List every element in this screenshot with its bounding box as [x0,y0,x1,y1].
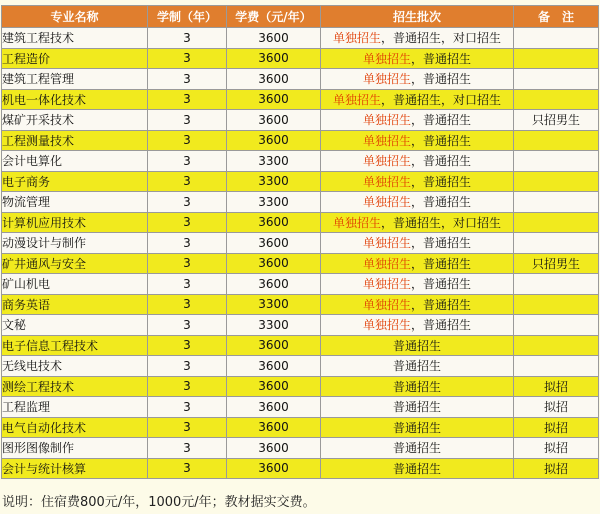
batch-cell [321,417,514,438]
admission-batches-text: ，普通招生 [411,51,472,66]
admission-batches-text: 普通招生 [392,338,441,353]
batch-cell [321,458,514,479]
admission-batches-text: 普通招生 [392,441,441,456]
duration-cell: 3 [148,376,227,397]
header-tuition: 学费（元/年） [227,6,321,28]
table-row [2,356,599,377]
major-name: 计算机应用技术 [2,212,148,233]
table-row [2,89,599,110]
independent-admission-label: 单独招生 [362,174,411,189]
independent-admission-label: 单独招生 [332,215,381,230]
header-row [2,6,599,28]
note-cell [514,335,599,356]
tuition-cell: 3600 [227,417,321,438]
batch-cell [321,212,514,233]
table-row [2,274,599,295]
tuition-cell: 3600 [227,438,321,459]
note-cell [514,130,599,151]
footer-note: 说明：住宿费800元/年，1000元/年；教材据实交费。 [2,495,316,510]
independent-admission-label: 单独招生 [332,31,381,46]
table-row [2,397,599,418]
independent-admission-label: 单独招生 [362,297,411,312]
major-name: 动漫设计与制作 [2,233,148,254]
admission-batches-text: ，普通招生 [411,113,472,128]
note-cell [514,233,599,254]
tuition-cell: 3300 [227,192,321,213]
major-name: 煤矿开采技术 [2,110,148,131]
note-cell [514,89,599,110]
batch-cell [321,294,514,315]
note-cell [514,356,599,377]
tuition-cell: 3600 [227,110,321,131]
batch-cell [321,274,514,295]
duration-cell: 3 [148,335,227,356]
duration-cell: 3 [148,438,227,459]
major-name: 矿山机电 [2,274,148,295]
duration-cell: 3 [148,28,227,49]
independent-admission-label: 单独招生 [362,51,411,66]
note-cell [514,28,599,49]
admission-batches-text: 普通招生 [392,359,441,374]
note-cell: 只招男生 [514,253,599,274]
tuition-cell: 3600 [227,48,321,69]
batch-cell [321,130,514,151]
table-row [2,458,599,479]
note-cell [514,212,599,233]
duration-cell: 3 [148,315,227,336]
note-cell [514,192,599,213]
duration-cell: 3 [148,151,227,172]
table-row [2,151,599,172]
admission-batches-text: ，普通招生 [411,72,472,87]
duration-cell: 3 [148,233,227,254]
admission-batches-text: ，普通招生 [411,174,472,189]
independent-admission-label: 单独招生 [362,154,411,169]
header-major: 专业名称 [2,6,148,28]
admission-batches-text: ，普通招生，对口招生 [381,31,502,46]
table-row [2,48,599,69]
duration-cell: 3 [148,356,227,377]
batch-cell [321,171,514,192]
independent-admission-label: 单独招生 [362,113,411,128]
major-name: 电子商务 [2,171,148,192]
batch-cell [321,356,514,377]
note-cell [514,171,599,192]
header-duration: 学制（年） [148,6,227,28]
tuition-cell: 3600 [227,130,321,151]
table-row [2,28,599,49]
duration-cell: 3 [148,48,227,69]
duration-cell: 3 [148,110,227,131]
tuition-cell: 3600 [227,212,321,233]
table-row [2,192,599,213]
table-row [2,130,599,151]
major-name: 文秘 [2,315,148,336]
note-cell: 拟招 [514,438,599,459]
tuition-cell: 3600 [227,335,321,356]
table-row [2,438,599,459]
table-row [2,376,599,397]
table-row [2,253,599,274]
table-row [2,294,599,315]
major-name: 商务英语 [2,294,148,315]
independent-admission-label: 单独招生 [362,236,411,251]
admission-batches-text: ，普通招生 [411,154,472,169]
major-name: 会计与统计核算 [2,458,148,479]
tuition-cell: 3300 [227,171,321,192]
batch-cell [321,89,514,110]
independent-admission-label: 单独招生 [362,318,411,333]
major-name: 矿井通风与安全 [2,253,148,274]
admission-batches-text: ，普通招生 [411,236,472,251]
note-cell: 拟招 [514,417,599,438]
note-cell [514,151,599,172]
tuition-cell: 3600 [227,397,321,418]
major-name: 建筑工程管理 [2,69,148,90]
batch-cell [321,335,514,356]
admission-batches-text: 普通招生 [392,400,441,415]
note-cell: 拟招 [514,376,599,397]
major-name: 机电一体化技术 [2,89,148,110]
independent-admission-label: 单独招生 [362,195,411,210]
note-cell [514,69,599,90]
batch-cell [321,315,514,336]
independent-admission-label: 单独招生 [362,277,411,292]
table-row [2,315,599,336]
major-name: 无线电技术 [2,356,148,377]
independent-admission-label: 单独招生 [362,72,411,87]
admission-batches-text: 普通招生 [392,420,441,435]
tuition-cell: 3600 [227,376,321,397]
table-row [2,233,599,254]
batch-cell [321,253,514,274]
batch-cell [321,376,514,397]
note-cell: 拟招 [514,397,599,418]
table-row [2,171,599,192]
duration-cell: 3 [148,89,227,110]
major-name: 工程监理 [2,397,148,418]
independent-admission-label: 单独招生 [332,92,381,107]
batch-cell [321,151,514,172]
batch-cell [321,69,514,90]
major-name: 工程造价 [2,48,148,69]
tuition-cell: 3300 [227,315,321,336]
table-row [2,212,599,233]
note-cell [514,315,599,336]
independent-admission-label: 单独招生 [362,256,411,271]
major-name: 物流管理 [2,192,148,213]
admission-batches-text: ，普通招生 [411,195,472,210]
major-name: 测绘工程技术 [2,376,148,397]
admissions-table [1,5,599,479]
major-name: 电气自动化技术 [2,417,148,438]
duration-cell: 3 [148,274,227,295]
admission-batches-text: ，普通招生 [411,256,472,271]
note-cell: 只招男生 [514,110,599,131]
duration-cell: 3 [148,69,227,90]
admission-batches-text: ，普通招生 [411,133,472,148]
major-name: 图形图像制作 [2,438,148,459]
tuition-cell: 3600 [227,253,321,274]
duration-cell: 3 [148,253,227,274]
tuition-cell: 3300 [227,151,321,172]
admission-batches-text: ，普通招生 [411,297,472,312]
header-note: 备 注 [514,6,599,28]
batch-cell [321,397,514,418]
admission-batches-text: 普通招生 [392,461,441,476]
batch-cell [321,110,514,131]
tuition-cell: 3600 [227,458,321,479]
duration-cell: 3 [148,171,227,192]
major-name: 工程测量技术 [2,130,148,151]
major-name: 电子信息工程技术 [2,335,148,356]
duration-cell: 3 [148,458,227,479]
admission-batches-text: ，普通招生 [411,318,472,333]
major-name: 建筑工程技术 [2,28,148,49]
tuition-cell: 3600 [227,89,321,110]
duration-cell: 3 [148,192,227,213]
table-row [2,417,599,438]
tuition-cell: 3300 [227,294,321,315]
duration-cell: 3 [148,397,227,418]
header-batch: 招生批次 [321,6,514,28]
duration-cell: 3 [148,130,227,151]
table-row [2,335,599,356]
table-row [2,110,599,131]
note-cell: 拟招 [514,458,599,479]
admission-batches-text: ，普通招生，对口招生 [381,92,502,107]
batch-cell [321,48,514,69]
tuition-cell: 3600 [227,274,321,295]
admission-batches-text: ，普通招生 [411,277,472,292]
major-name: 会计电算化 [2,151,148,172]
duration-cell: 3 [148,417,227,438]
note-cell [514,294,599,315]
note-cell [514,274,599,295]
admission-batches-text: ，普通招生，对口招生 [381,215,502,230]
tuition-cell: 3600 [227,233,321,254]
batch-cell [321,28,514,49]
duration-cell: 3 [148,294,227,315]
batch-cell [321,438,514,459]
admission-batches-text: 普通招生 [392,379,441,394]
table-row [2,69,599,90]
tuition-cell: 3600 [227,356,321,377]
duration-cell: 3 [148,212,227,233]
batch-cell [321,233,514,254]
tuition-cell: 3600 [227,69,321,90]
tuition-cell: 3600 [227,28,321,49]
note-cell [514,48,599,69]
batch-cell [321,192,514,213]
independent-admission-label: 单独招生 [362,133,411,148]
